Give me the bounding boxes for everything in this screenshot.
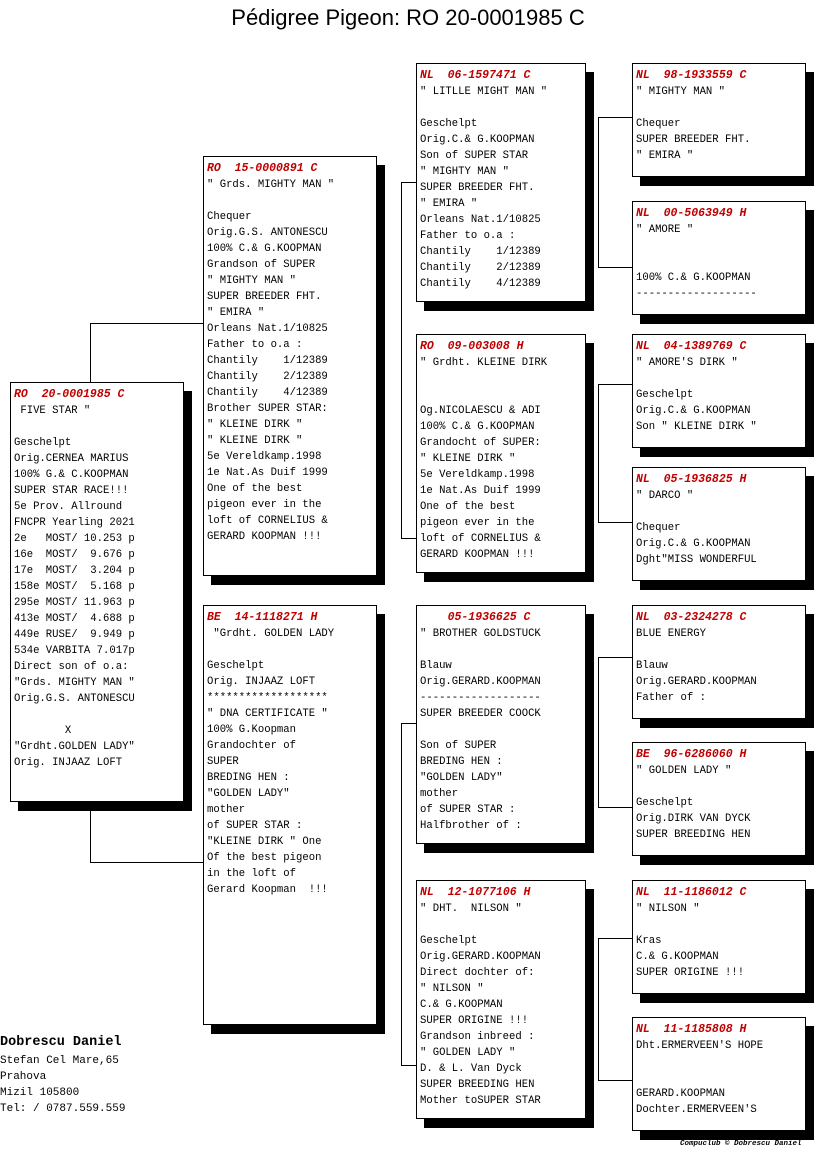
pedigree-line: SUPER BREEDER FHT. [636,134,751,146]
pedigree-line: " AMORE " [636,224,694,236]
pedigree-line [636,254,801,270]
pedigree-line: 413e MOST/ 4.688 p [14,613,135,625]
pedigree-line: " GOLDEN LADY " [636,765,732,777]
pedigree-line: loft of CORNELIUS & [207,515,328,527]
pedigree-line: "Grdht.GOLDEN LADY" [14,741,135,753]
pigeon-card-dam-sire-dam [632,742,806,856]
pedigree-line: FNCPR Yearling 2021 [14,517,135,529]
pedigree-line: Chantily 1/12389 [420,246,541,258]
pedigree-line: Grandson inbreed : [420,1031,535,1043]
pedigree-line: Direct dochter of: [420,967,535,979]
connector-line [598,938,633,939]
pigeon-card-sire-sire-dam [632,201,806,315]
pedigree-line: SUPER BREEDER FHT. [207,291,322,303]
pigeon-card-dam-sire-sire [632,605,806,719]
connector-line [401,1065,417,1066]
connector-line [90,323,204,324]
pedigree-line: "Grds. MIGHTY MAN " [14,677,135,689]
pedigree-line: loft of CORNELIUS & [420,533,541,545]
ring-number: NL 00-5063949 H [636,207,747,220]
pedigree-line: "GOLDEN LADY" [420,772,503,784]
owner-city: Mizil 105800 [0,1087,80,1099]
ring-number: NL 11-1185808 H [636,1023,747,1036]
ring-number: NL 11-1186012 C [636,886,747,899]
pedigree-line: ------------------- [420,692,541,704]
pedigree-line: 2e MOST/ 10.253 p [14,533,135,545]
pedigree-line [207,642,372,658]
owner-info [0,1033,125,1117]
connector-line [598,1080,633,1081]
connector-line [90,810,91,863]
pedigree-line: Geschelpt [636,389,694,401]
pedigree-line: GERARD KOOPMAN !!! [420,549,535,561]
pedigree-line: Son " KLEINE DIRK " [636,421,757,433]
pedigree-line: Grandochter of [207,740,297,752]
pedigree-line: of SUPER STAR : [207,820,303,832]
pedigree-line: " DNA CERTIFICATE " [207,708,328,720]
pedigree-line: Brother SUPER STAR: [207,403,328,415]
pedigree-line: pigeon ever in the [420,517,535,529]
pedigree-line: BLUE ENERGY [636,628,706,640]
pedigree-line: Orig.CERNEA MARIUS [14,453,129,465]
pedigree-line: Chantily 2/12389 [420,262,541,274]
pedigree-line: 1e Nat.As Duif 1999 [207,467,328,479]
ring-number: BE 14-1118271 H [207,611,318,624]
pedigree-line: Orig. INJAAZ LOFT [207,676,316,688]
pedigree-line: Geschelpt [420,935,478,947]
pedigree-line: Direct son of o.a: [14,661,129,673]
pedigree-line [636,1054,801,1070]
pedigree-line: Orleans Nat.1/10825 [207,323,328,335]
connector-line [598,938,599,1080]
pedigree-line: Chequer [636,522,681,534]
pedigree-line: Orig.GERARD.KOOPMAN [636,676,757,688]
pedigree-line: ------------------- [636,288,757,300]
pedigree-line [207,193,372,209]
pedigree-line: One of the best [207,483,303,495]
pedigree-line [636,371,801,387]
pedigree-line [420,722,581,738]
ring-number: 05-1936625 C [420,611,531,624]
pedigree-line: of SUPER STAR : [420,804,516,816]
pedigree-line: ******************* [207,692,328,704]
pigeon-card-subject [10,382,184,802]
pedigree-line: Orig.GERARD.KOOPMAN [420,951,541,963]
ring-number: RO 09-003008 H [420,340,524,353]
pedigree-line: Orig.DIRK VAN DYCK [636,813,751,825]
pigeon-card-sire-dam-dam [632,467,806,581]
pedigree-line: Father to o.a : [207,339,303,351]
pedigree-line: Chantily 4/12389 [420,278,541,290]
pedigree-line [636,100,801,116]
pigeon-card-dam-dam [416,880,586,1119]
pedigree-line: " Grdht. KLEINE DIRK [420,357,548,369]
pedigree-line: GERARD KOOPMAN !!! [207,531,322,543]
connector-line [401,538,417,539]
pedigree-line: 100% C.& G.KOOPMAN [420,421,535,433]
pedigree-line: SUPER BREEDING HEN [420,1079,535,1091]
pedigree-line: 534e VARBITA 7.017p [14,645,135,657]
pedigree-line: " NILSON " [636,903,700,915]
pedigree-line [420,371,581,387]
pedigree-line [636,642,801,658]
connector-line [598,267,633,268]
pigeon-card-sire-dam [416,334,586,573]
owner-region: Prahova [0,1071,47,1083]
pedigree-line: Kras [636,935,662,947]
pedigree-line: " EMIRA " [207,307,265,319]
connector-line [598,384,599,522]
pedigree-line: Chantily 1/12389 [207,355,328,367]
pigeon-card-sire-sire [416,63,586,302]
pedigree-line: pigeon ever in the [207,499,322,511]
pedigree-line: 16e MOST/ 9.676 p [14,549,135,561]
pedigree-line: in the loft of [207,868,297,880]
pedigree-line: " KLEINE DIRK " [207,435,303,447]
pigeon-card-sire-dam-sire [632,334,806,448]
ring-number: NL 06-1597471 C [420,69,531,82]
ring-number: NL 03-2324278 C [636,611,747,624]
pedigree-line: Dht.ERMERVEEN'S HOPE [636,1040,764,1052]
pedigree-line: SUPER ORIGINE !!! [420,1015,529,1027]
pedigree-line: " AMORE'S DIRK " [636,357,738,369]
pedigree-line: GERARD.KOOPMAN [636,1088,726,1100]
pedigree-line: "Grdht. GOLDEN LADY [207,628,335,640]
connector-line [598,117,633,118]
footer-credit: Compuclub © Dobrescu Daniel [680,1140,802,1148]
pedigree-line: " GOLDEN LADY " [420,1047,516,1059]
owner-name: Dobrescu Daniel [0,1035,122,1050]
pedigree-line: SUPER BREEDER COOCK [420,708,541,720]
owner-phone: Tel: / 0787.559.559 [0,1103,126,1115]
pedigree-line [636,779,801,795]
pedigree-line: Mother toSUPER STAR [420,1095,541,1107]
ring-number: NL 05-1936825 H [636,473,747,486]
pedigree-line: Chequer [636,118,681,130]
pedigree-line: " NILSON " [420,983,484,995]
pedigree-line [14,419,179,435]
pedigree-line: " EMIRA " [636,150,694,162]
pedigree-line: D. & L. Van Dyck [420,1063,522,1075]
pedigree-line: 158e MOST/ 5.168 p [14,581,135,593]
pedigree-line: Grandocht of SUPER: [420,437,541,449]
pedigree-line [420,642,581,658]
pedigree-line: "KLEINE DIRK " One [207,836,322,848]
pedigree-line: 5e Vereldkamp.1998 [207,451,322,463]
pedigree-line: 100% C.& G.KOOPMAN [207,243,322,255]
pedigree-line [636,1070,801,1086]
pedigree-line [14,707,179,723]
connector-line [401,182,417,183]
pedigree-line: 1e Nat.As Duif 1999 [420,485,541,497]
pedigree-line: BREDING HEN : [207,772,290,784]
pigeon-card-dam-dam-sire [632,880,806,994]
pedigree-line: 100% C.& G.KOOPMAN [636,272,751,284]
pedigree-line: " KLEINE DIRK " [207,419,303,431]
pedigree-line: " LITLLE MIGHT MAN " [420,86,548,98]
pedigree-line: Of the best pigeon [207,852,322,864]
pedigree-line: " Grds. MIGHTY MAN " [207,179,335,191]
pedigree-line: Blauw [636,660,668,672]
pedigree-line [636,917,801,933]
pedigree-line [420,387,581,403]
pedigree-line: One of the best [420,501,516,513]
pedigree-line: Orig.C.& G.KOOPMAN [420,134,535,146]
connector-line [598,657,599,807]
connector-line [401,723,417,724]
pedigree-line: " MIGHTY MAN " [207,275,297,287]
connector-line [401,182,402,538]
connector-line [598,657,633,658]
pedigree-line: 100% G.Koopman [207,724,297,736]
connector-line [90,862,204,863]
pedigree-line: SUPER BREEDING HEN [636,829,751,841]
pedigree-line: Orleans Nat.1/10825 [420,214,541,226]
pedigree-line: 17e MOST/ 3.204 p [14,565,135,577]
pedigree-line: Orig.G.S. ANTONESCU [14,693,135,705]
pedigree-line: " KLEINE DIRK " [420,453,516,465]
pedigree-line: Son of SUPER [420,740,497,752]
pedigree-line: Orig. INJAAZ LOFT [14,757,123,769]
pedigree-line: Gerard Koopman !!! [207,884,328,896]
pedigree-line: "GOLDEN LADY" [207,788,290,800]
pedigree-line: FIVE STAR " [14,405,91,417]
pedigree-line: 5e Prov. Allround [14,501,123,513]
pedigree-line: " BROTHER GOLDSTUCK [420,628,541,640]
pedigree-line [636,238,801,254]
pedigree-line: SUPER ORIGINE !!! [636,967,745,979]
connector-line [598,522,633,523]
pedigree-line: Chantily 4/12389 [207,387,328,399]
pedigree-line: Grandson of SUPER [207,259,316,271]
pedigree-line: Geschelpt [207,660,265,672]
pedigree-line: Blauw [420,660,452,672]
ring-number: NL 04-1389769 C [636,340,747,353]
pedigree-line: Geschelpt [420,118,478,130]
pigeon-card-dam-sire [416,605,586,844]
pedigree-line: mother [207,804,246,816]
pedigree-line: C.& G.KOOPMAN [420,999,503,1011]
pedigree-line: " DARCO " [636,490,694,502]
pedigree-line: Orig.GERARD.KOOPMAN [420,676,541,688]
owner-street: Stefan Cel Mare,65 [0,1055,119,1067]
pedigree-line: Chantily 2/12389 [207,371,328,383]
pigeon-card-dam-dam-dam [632,1017,806,1131]
pedigree-line: Halfbrother of : [420,820,522,832]
pedigree-line: X [14,725,72,737]
pedigree-line [420,100,581,116]
pedigree-line: Geschelpt [14,437,72,449]
pedigree-line: SUPER [207,756,239,768]
pedigree-line: Orig.C.& G.KOOPMAN [636,405,751,417]
ring-number: BE 96-6286060 H [636,748,747,761]
page-title: Pédigree Pigeon: RO 20-0001985 C [231,5,585,30]
pedigree-line: Dght"MISS WONDERFUL [636,554,757,566]
pedigree-line [636,504,801,520]
pedigree-line: 100% G.& C.KOOPMAN [14,469,129,481]
pedigree-line: Geschelpt [636,797,694,809]
pedigree-line: SUPER STAR RACE!!! [14,485,129,497]
pedigree-line: Og.NICOLAESCU & ADI [420,405,541,417]
connector-line [90,323,91,383]
connector-line [401,723,402,1065]
pedigree-line: Orig.C.& G.KOOPMAN [636,538,751,550]
pedigree-line: mother [420,788,459,800]
pedigree-line: " MIGHTY MAN " [420,166,510,178]
pedigree-line: 295e MOST/ 11.963 p [14,597,135,609]
connector-line [598,807,633,808]
pedigree-line: C.& G.KOOPMAN [636,951,719,963]
pigeon-card-dam [203,605,377,1025]
ring-number: RO 15-0000891 C [207,162,318,175]
connector-line [598,384,633,385]
pedigree-line [420,917,581,933]
pedigree-line: " MIGHTY MAN " [636,86,726,98]
pedigree-line: Father of : [636,692,706,704]
pedigree-line: 5e Vereldkamp.1998 [420,469,535,481]
connector-line [598,117,599,267]
pedigree-line: Chequer [207,211,252,223]
pedigree-line: Orig.G.S. ANTONESCU [207,227,328,239]
pedigree-line: Dochter.ERMERVEEN'S [636,1104,757,1116]
pedigree-line: 449e RUSE/ 9.949 p [14,629,135,641]
pedigree-line: " DHT. NILSON " [420,903,522,915]
pedigree-line: BREDING HEN : [420,756,503,768]
pigeon-card-sire-sire-sire [632,63,806,177]
pedigree-line: Son of SUPER STAR [420,150,529,162]
pedigree-line: Father to o.a : [420,230,516,242]
pigeon-card-sire [203,156,377,576]
pedigree-line: SUPER BREEDER FHT. [420,182,535,194]
ring-number: NL 12-1077106 H [420,886,531,899]
pedigree-line: " EMIRA " [420,198,478,210]
ring-number: NL 98-1933559 C [636,69,747,82]
ring-number: RO 20-0001985 C [14,388,125,401]
